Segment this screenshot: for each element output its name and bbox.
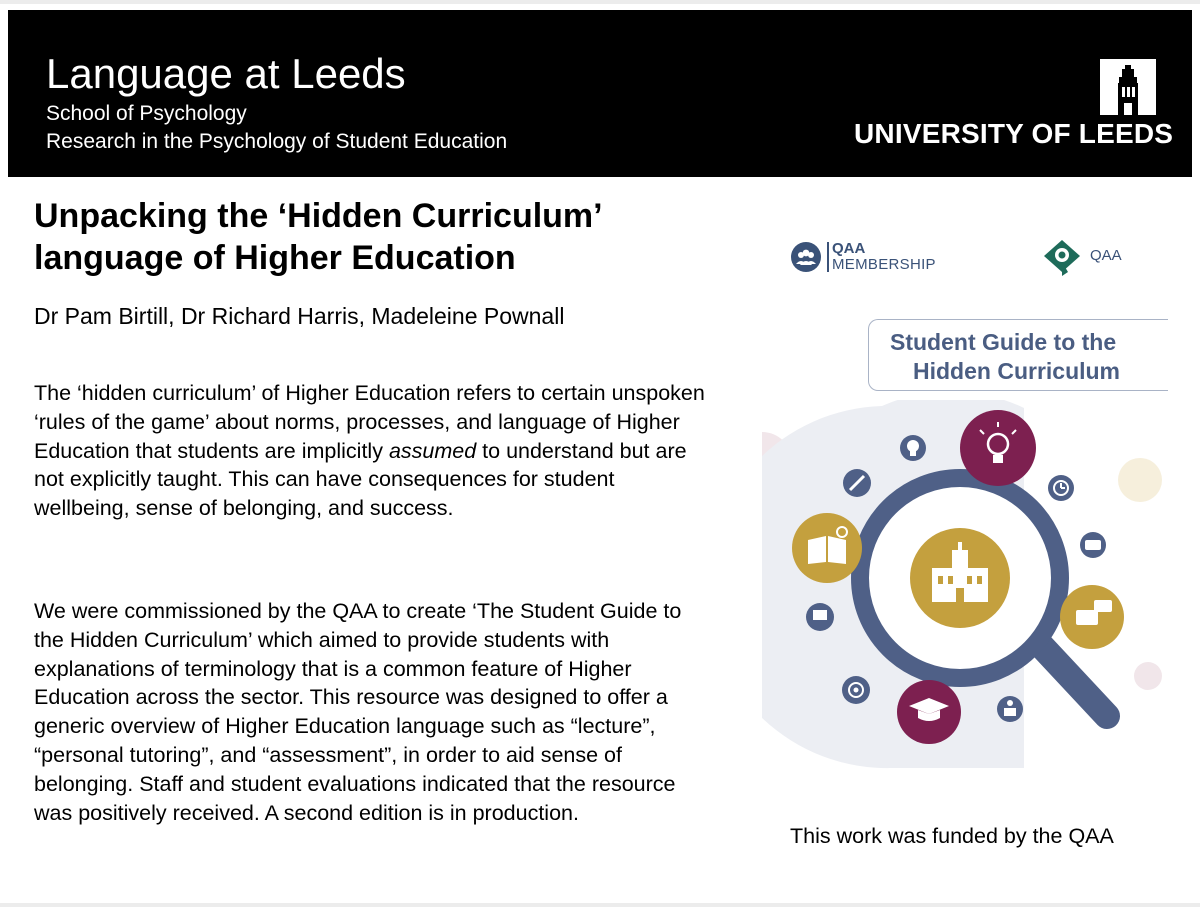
decor-dot bbox=[1134, 662, 1162, 690]
pencil-icon bbox=[843, 469, 871, 497]
funding-note: This work was funded by the QAA bbox=[790, 824, 1114, 848]
research-group: Research in the Psychology of Student Education bbox=[46, 130, 508, 153]
bottom-rule bbox=[0, 903, 1200, 907]
qaa-logo bbox=[1040, 238, 1122, 283]
book-search-icon bbox=[792, 513, 862, 583]
qaa-logo-text: QAA bbox=[1090, 247, 1122, 264]
membership-word: MEMBERSHIP bbox=[832, 256, 936, 273]
title-line-1: Unpacking the ‘Hidden Curriculum’ bbox=[34, 197, 603, 235]
target-icon bbox=[842, 676, 870, 704]
university-name: UNIVERSITY OF LEEDS bbox=[854, 118, 1174, 149]
ticket-icon bbox=[1080, 532, 1106, 558]
clock-icon bbox=[1048, 475, 1074, 501]
chat-bubbles-icon bbox=[1060, 585, 1124, 649]
qaa-diamond-icon bbox=[1040, 238, 1084, 278]
commission-paragraph: We were commissioned by the QAA to create ‘The Student Guide to the Hidden Curriculum’ which aimed to provide students with explanations of terminology that is a common feature of Higher Education across the sector. This resource was designed to offer a generic overview of Higher Education language such as “lecture”, “personal tutoring”, and “assessment”, in order to aid sense of belonging. Staff and student evaluations indicated that the resource was positively received. A second edition is in production. bbox=[34, 599, 682, 825]
header-banner bbox=[8, 10, 1192, 177]
authors: Dr Pam Birtill, Dr Richard Harris, Madeleine Pownall bbox=[34, 303, 565, 329]
head-icon bbox=[900, 435, 926, 461]
membership-word-qaa: QAA bbox=[832, 240, 866, 257]
intro-paragraph bbox=[34, 379, 714, 523]
leeds-tower-icon bbox=[1100, 59, 1156, 115]
members-icon bbox=[791, 242, 821, 272]
poster-title bbox=[34, 195, 714, 279]
title-line-2: language of Higher Education bbox=[34, 239, 516, 277]
lightbulb-icon bbox=[960, 410, 1036, 486]
hidden-curriculum-illustration bbox=[762, 400, 1162, 770]
brand-title: Language at Leeds bbox=[46, 50, 406, 97]
graduation-cap-icon bbox=[897, 680, 961, 744]
guide-title-line-2: Hidden Curriculum bbox=[913, 358, 1121, 384]
intro-emphasis: assumed bbox=[388, 438, 477, 463]
podium-icon bbox=[997, 696, 1023, 722]
presentation-icon bbox=[806, 603, 834, 631]
intro-text-b: to understand but are not explicitly taught. This can have consequences for student wellbeing, sense of belonging, and success. bbox=[34, 438, 687, 521]
decor-dot bbox=[1118, 458, 1162, 502]
membership-divider bbox=[827, 242, 829, 272]
intro-text-a: The ‘hidden curriculum’ of Higher Education refers to certain unspoken ‘rules of the game’ about norms, processes, and language of Higher Education that students are implicitly bbox=[34, 381, 705, 463]
school-name: School of Psychology bbox=[46, 102, 247, 125]
guide-title-line-1: Student Guide to the bbox=[890, 329, 1117, 355]
top-rule bbox=[0, 0, 1200, 4]
university-building-icon bbox=[910, 528, 1010, 628]
